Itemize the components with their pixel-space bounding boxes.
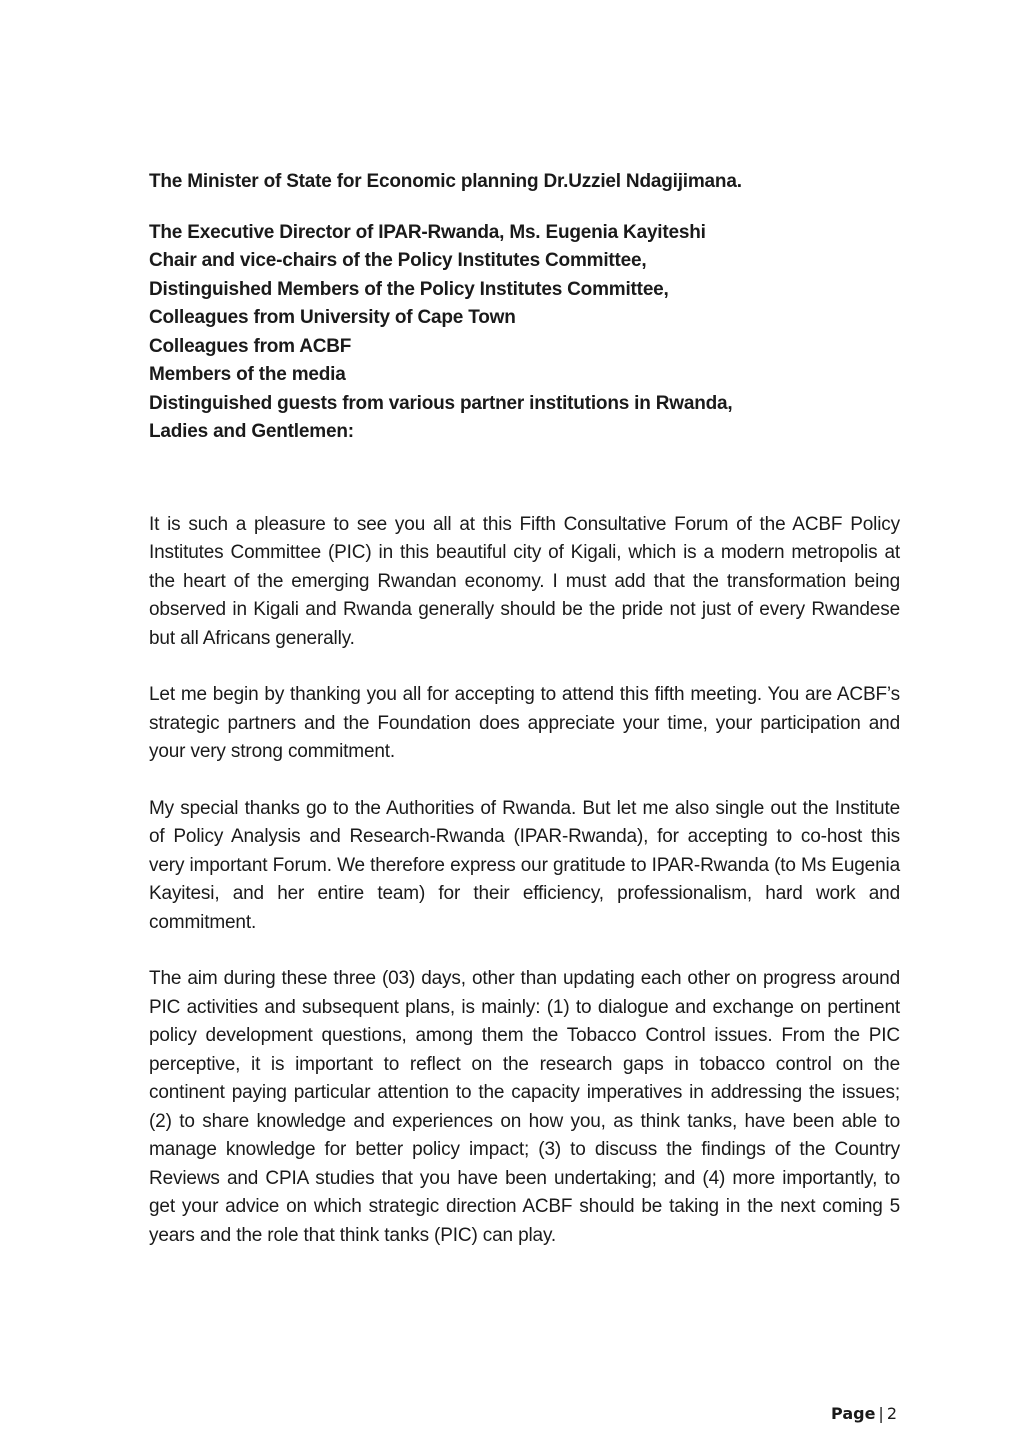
salutation-line: The Executive Director of IPAR-Rwanda, Ms. Eugenia Kayiteshi [149,221,706,243]
salutation-line: Colleagues from ACBF [149,335,352,357]
page-footer [831,1404,897,1423]
salutation-line: Colleagues from University of Cape Town [149,307,516,328]
body-paragraph: The aim during these three (03) days, other than updating each other on progress around PIC activities and subsequent plans, is mainly: (1) to dialogue and exchange on pertinent policy development questions, among them the Tobacco Control issues. From the PIC perceptive, it is important to reflect on the research gaps in tobacco control on the continent paying particular attention to the capacity imperatives in addressing the issues; (2) to share knowledge and experiences on how you, as think tanks, have been able to manage knowledge for better policy impact; (3) to discuss the findings of the Country Reviews and CPIA studies that you have been undertaking; and (4) more importantly, to get your advice on which strategic direction ACBF should be taking in the next coming 5 years and the role that think tanks (PIC) can play. [149,968,900,1246]
salutation-line: Members of the media [149,364,346,385]
opening-line: The Minister of State for Economic planning Dr.Uzziel Ndagijimana. [149,171,742,192]
salutation-line: Distinguished guests from various partner institutions in Rwanda, [149,392,733,414]
body-paragraph: My special thanks go to the Authorities of Rwanda. But let me also single out the Institute of Policy Analysis and Research-Rwanda (IPAR-Rwanda), for accepting to co-host this very important Forum. We therefore express our gratitude to IPAR-Rwanda (to Ms Eugenia Kayitesi, and her entire team) for their efficiency, professionalism, hard work and commitment. [149,797,900,933]
salutation-line: Chair and vice-chairs of the Policy Institutes Committee, [149,250,647,271]
body-paragraph: Let me begin by thanking you all for accepting to attend this fifth meeting. You are ACBF’s strategic partners and the Foundation does appreciate your time, your participation and your very strong commitment. [149,684,900,762]
salutation-line: Ladies and Gentlemen: [149,421,354,442]
salutation-line: Distinguished Members of the Policy Institutes Committee, [149,278,669,300]
page-separator: | [878,1404,884,1423]
salutation-block [149,219,900,447]
page-label: Page [831,1404,876,1423]
page-number: 2 [886,1404,897,1423]
body-paragraph: It is such a pleasure to see you all at this Fifth Consultative Forum of the ACBF Policy Institutes Committee (PIC) in this beautiful city of Kigali, which is a modern metropolis at the heart of the emerging Rwandan economy. I must add that the transformation being observed in Kigali and Rwanda generally should be the pride not just of every Rwandese but all Africans generally. [149,513,900,649]
document-page [149,168,900,1278]
